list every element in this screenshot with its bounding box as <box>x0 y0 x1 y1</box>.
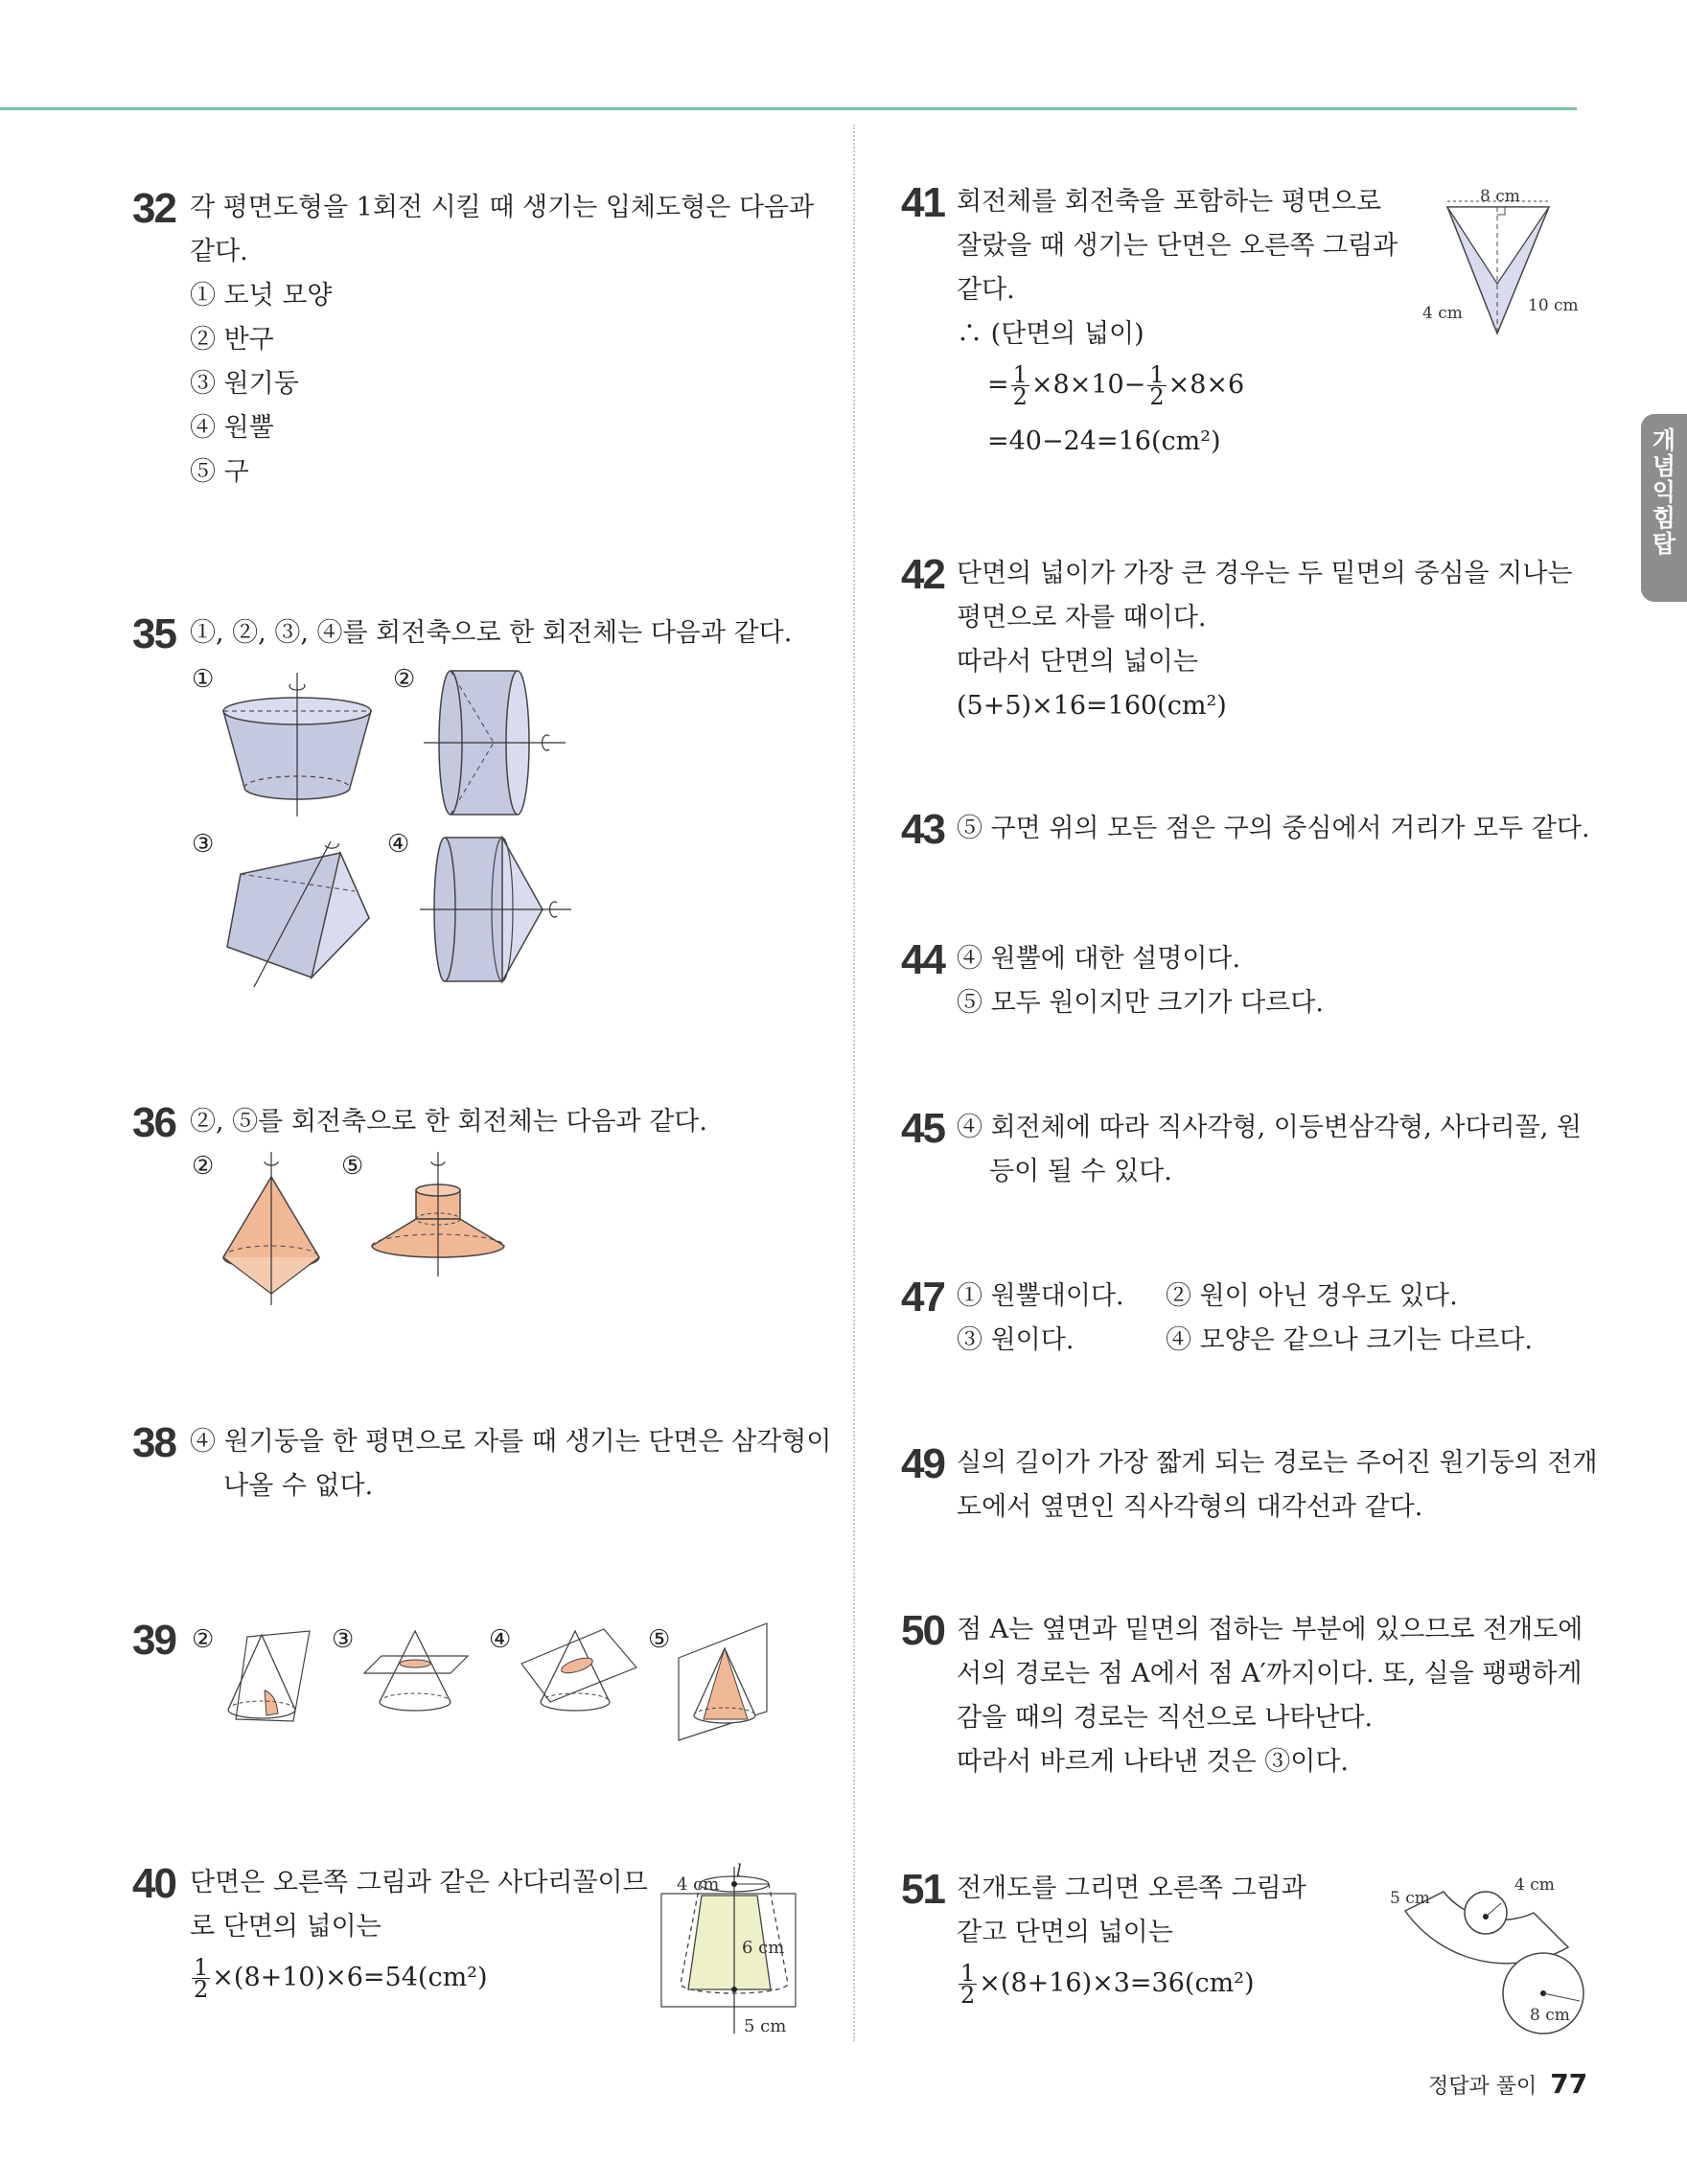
header-rule <box>0 107 1577 110</box>
problem-number: 38 <box>132 1419 175 1466</box>
problem-number: 51 <box>901 1866 944 1913</box>
answer-line: 점 A는 옆면과 밑면의 접하는 부분에 있으므로 전개도에 <box>957 1615 1583 1644</box>
answer-line: ∴ (단면의 넓이) <box>957 319 1144 349</box>
fraction: $\frac{1}{2}$ <box>194 1954 209 2003</box>
answer-formula: $\frac{1}{2}$ ×(8+10)×6=54(cm²) <box>194 1954 488 2003</box>
answer-item: ⑤ 구 <box>190 457 249 487</box>
dimension-label: 4 cm <box>1514 1875 1555 1895</box>
answer-line: ④ 원기둥을 한 평면으로 자를 때 생기는 단면은 삼각형이 <box>190 1427 832 1457</box>
problem-number: 47 <box>901 1274 944 1321</box>
answer-line: 도에서 옆면인 직사각형의 대각선과 같다. <box>957 1492 1423 1522</box>
fraction: $\frac{1}{2}$ <box>960 1960 976 2009</box>
page-number: 77 <box>1550 2068 1588 2100</box>
answer-line: ⑤ 구면 위의 모든 점은 구의 중심에서 거리가 모두 같다. <box>957 814 1590 843</box>
frustum-section-figure <box>652 1863 824 2035</box>
footer-label: 정답과 풀이 <box>1428 2075 1537 2099</box>
answer-item: ③ 원기둥 <box>190 369 299 399</box>
answer-line: 로 단면의 넓이는 <box>190 1912 381 1942</box>
dimension-label: 6 cm <box>742 1938 785 1958</box>
cone-section-figure <box>362 1625 477 1721</box>
answer-formula: (5+5)×16=160(cm²) <box>957 691 1227 721</box>
problem-number: 32 <box>132 185 175 232</box>
answer-line: 잘랐을 때 생기는 단면은 오른쪽 그림과 <box>957 231 1398 261</box>
answer-item: ① 도넛 모양 <box>190 281 333 310</box>
dimension-label: 8 cm <box>1530 2006 1570 2025</box>
answer-formula: $\frac{1}{2}$ ×(8+16)×3=36(cm²) <box>960 1960 1255 2009</box>
answer-line: ⑤ 모두 원이지만 크기가 다르다. <box>957 988 1324 1018</box>
answer-line: 같다. <box>957 275 1015 305</box>
problem-number: 44 <box>901 936 944 983</box>
dimension-label: 4 cm <box>1422 304 1463 323</box>
cylinder-on-frustum-figure <box>366 1150 510 1279</box>
figure-label: ⑤ <box>341 1152 364 1181</box>
dimension-label: 5 cm <box>744 2016 787 2035</box>
answer-line: 실의 길이가 가장 짧게 되는 경로는 주어진 원기둥의 전개 <box>957 1448 1598 1478</box>
figure-label: ① <box>192 665 215 694</box>
answer-line: ②, ⑤를 회전축으로 한 회전체는 다음과 같다. <box>190 1107 707 1137</box>
cone-section-figure <box>518 1625 642 1721</box>
answer-item: ④ 원뿔 <box>190 413 274 443</box>
answer-line: 서의 경로는 점 A에서 점 A′까지이다. 또, 실을 팽팽하게 <box>957 1659 1583 1689</box>
problem-number: 36 <box>132 1099 175 1146</box>
dimension-label: 8 cm <box>1480 188 1520 206</box>
frustum-solid-figure <box>216 671 379 824</box>
pentagon-solid-figure <box>216 834 388 997</box>
answer-line: 나올 수 없다. <box>223 1471 374 1501</box>
cone-net-figure <box>1380 1869 1591 2041</box>
answer-line: 감을 때의 경로는 직선으로 나타난다. <box>957 1703 1374 1733</box>
answer-line: 회전체를 회전축을 포함하는 평면으로 <box>957 187 1382 217</box>
problem-number: 50 <box>901 1607 944 1654</box>
dimension-label: 4 cm <box>677 1874 720 1895</box>
column-divider <box>853 125 855 2041</box>
chapter-side-tab[interactable] <box>1641 414 1687 602</box>
double-cone-figure <box>216 1150 331 1308</box>
answer-item: ① 원뿔대이다. <box>957 1281 1124 1311</box>
figure-label: ③ <box>192 830 215 859</box>
answer-line: 따라서 바르게 나타낸 것은 ③이다. <box>957 1747 1349 1777</box>
problem-number: 39 <box>132 1617 175 1664</box>
dimension-label: 10 cm <box>1528 296 1579 315</box>
figure-label: ⑤ <box>648 1625 671 1654</box>
problem-number: 41 <box>901 179 944 226</box>
problem-number: 42 <box>901 551 944 598</box>
cone-section-figure <box>675 1620 780 1744</box>
double-cylinder-figure <box>422 665 575 822</box>
axis-label: l <box>736 1863 742 1881</box>
cylinder-cone-figure <box>418 832 581 987</box>
page-footer <box>1428 2068 1587 2100</box>
answer-line: 따라서 단면의 넓이는 <box>957 647 1198 677</box>
answer-item: ④ 모양은 같으나 크기는 다르다. <box>1166 1325 1533 1355</box>
answer-line: 같다. <box>190 237 248 266</box>
answer-line: ①, ②, ③, ④를 회전축으로 한 회전체는 다음과 같다. <box>190 618 793 648</box>
figure-label: ④ <box>387 830 410 859</box>
figure-label: ② <box>192 1625 215 1654</box>
problem-number: 40 <box>132 1860 175 1907</box>
answer-formula: =40−24=16(cm²) <box>987 426 1221 456</box>
answer-formula: = $\frac{1}{2}$ ×8×10− $\frac{1}{2}$ ×8×6 <box>987 361 1245 410</box>
problem-number: 45 <box>901 1105 944 1152</box>
answer-item: ② 원이 아닌 경우도 있다. <box>1166 1281 1458 1311</box>
cone-cross-section-figure <box>1419 188 1591 341</box>
answer-line: ④ 회전체에 따라 직사각형, 이등변삼각형, 사다리꼴, 원 <box>957 1113 1582 1142</box>
answer-line: ④ 원뿔에 대한 설명이다. <box>957 944 1241 974</box>
dimension-label: 5 cm <box>1390 1889 1430 1908</box>
cone-section-figure <box>219 1625 324 1731</box>
answer-line: 같고 단면의 넓이는 <box>957 1918 1173 1947</box>
problem-number: 35 <box>132 610 175 657</box>
answer-line: 각 평면도형을 1회전 시킬 때 생기는 입체도형은 다음과 <box>190 193 815 222</box>
side-tab-label: 개념익힘탑 <box>1649 427 1676 557</box>
problem-number: 43 <box>901 806 944 853</box>
answer-line: 전개도를 그리면 오른쪽 그림과 <box>957 1874 1306 1903</box>
figure-label: ③ <box>332 1625 355 1654</box>
answer-line: 단면의 넓이가 가장 큰 경우는 두 밑면의 중심을 지나는 <box>957 559 1573 588</box>
answer-line: 평면으로 자를 때이다. <box>957 603 1207 632</box>
answer-line: 단면은 오른쪽 그림과 같은 사다리꼴이므 <box>190 1868 648 1897</box>
problem-number: 49 <box>901 1440 944 1487</box>
answer-item: ② 반구 <box>190 325 274 355</box>
figure-label: ④ <box>489 1625 512 1654</box>
answer-line: 등이 될 수 있다. <box>989 1157 1172 1186</box>
figure-label: ② <box>393 665 416 694</box>
answer-item: ③ 원이다. <box>957 1325 1075 1355</box>
figure-label: ② <box>192 1152 215 1181</box>
